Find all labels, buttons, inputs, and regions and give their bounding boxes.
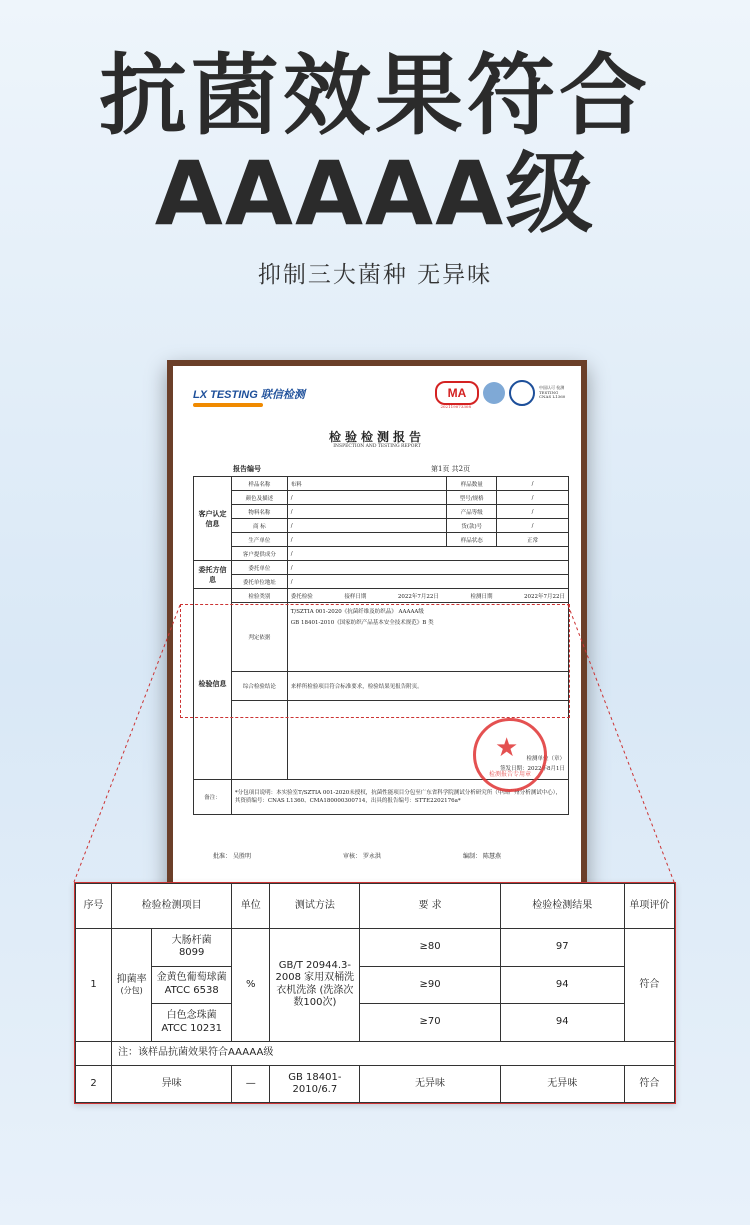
judgement-label: 判定依据	[231, 603, 287, 672]
zoomed-result-table	[74, 882, 676, 1104]
remark-label: 备注：	[194, 780, 232, 815]
row1-unit: %	[232, 928, 270, 1041]
official-stamp-icon: ★ 检测报告专用章	[473, 718, 547, 792]
headline-line1: 抗菌效果符合	[98, 44, 651, 147]
approve-signature: 批准： 吴胜明	[213, 853, 251, 860]
row2-unit: —	[232, 1066, 270, 1103]
report-title: 检验检测报告	[328, 430, 425, 444]
conclusion-text: 来样所检验项目符合标准要求，检验结果见报告附页。	[287, 672, 568, 701]
test-row: 委托检验 接样日期 2022年7月22日 检测日期 2022年7月22日	[290, 593, 565, 600]
row2-result: 无异味	[500, 1066, 624, 1103]
req-3: ≥70	[360, 1004, 500, 1042]
cnas-text: 中国认可 检测 TESTING CNAS L1360	[539, 384, 566, 400]
test-group-label: 检验信息	[194, 589, 232, 780]
provider-value: /	[287, 547, 568, 561]
table-note: 注：该样品抗菌效果符合AAAAA级	[112, 1041, 675, 1065]
row2-item: 异味	[112, 1066, 232, 1103]
req-2: ≥90	[360, 966, 500, 1004]
judgement-text-1: T/SZTIA 001-2020《抗菌纤维及纺织品》 AAAAA级	[290, 609, 424, 615]
row1-group: 抑菌率 (分包)	[112, 928, 152, 1041]
row1-no: 1	[76, 928, 112, 1041]
review-signature: 审核： 罗永洪	[343, 853, 381, 860]
edit-signature: 编制： 陈慧燕	[463, 853, 501, 860]
header-evaluation: 单项评价	[624, 884, 674, 929]
client-group-label: 客户认定信息	[194, 477, 232, 561]
result-1: 97	[500, 928, 624, 966]
ma-mark-icon: MA	[435, 381, 479, 405]
provider-label: 客户提供成分	[231, 547, 287, 561]
row2-req: 无异味	[360, 1066, 500, 1103]
row1-method: GB/T 20944.3-2008 家用双桶洗衣机洗涤 (洗涤次数100次)	[270, 928, 360, 1041]
ma-number: 202119073308	[440, 404, 471, 409]
row1-eval: 符合	[624, 928, 674, 1041]
report-title-en: INSPECTION AND TESTING REPORT	[333, 444, 421, 449]
stamp-text: 检测报告专用章	[488, 771, 531, 778]
entrust-group-label: 委托方信息	[194, 561, 232, 589]
row2-eval: 符合	[624, 1066, 674, 1103]
row2-method: GB 18401-2010/6.7	[270, 1066, 360, 1103]
headline-line2: AAAAA级	[154, 142, 596, 245]
issuer: 检测单位（章）	[526, 756, 565, 763]
header-result: 检验检测结果	[500, 884, 624, 929]
report-number-label: 报告编号	[233, 464, 261, 473]
lx-testing-logo: LX TESTING 联信检测	[193, 386, 305, 407]
report-page-info: 第1页 共2页	[431, 465, 471, 473]
judgement-text-2: GB 18401-2010《国家纺织产品基本安全技术规范》B 类	[290, 620, 434, 626]
header-item: 检验检测项目	[112, 884, 232, 929]
issue-date: 2022年8月1日	[527, 766, 565, 773]
result-2: 94	[500, 966, 624, 1004]
header-no: 序号	[76, 884, 112, 929]
row2-no: 2	[76, 1066, 112, 1103]
bacteria-2: 金黄色葡萄球菌 ATCC 6538	[152, 966, 232, 1004]
headline-subtitle: 抑制三大菌种 无异味	[257, 262, 493, 288]
result-table	[75, 883, 675, 1103]
conclusion-label: 综合检验结论	[231, 672, 287, 701]
header-requirement: 要 求	[360, 884, 500, 929]
req-1: ≥80	[360, 928, 500, 966]
header-method: 测试方法	[270, 884, 360, 929]
remark-text: *分包项目说明：本实验室T/SZTIA 001-2020未授权，抗菌性能项目分包至广东省科学院测试分析研究所（中国广州分析测试中心），其资质编号：CNAS L1360、CMA180000300714，出具的报告编号：STTE2202176a*	[231, 780, 568, 815]
bacteria-3: 白色念珠菌 ATCC 10231	[152, 1004, 232, 1042]
result-3: 94	[500, 1004, 624, 1042]
report-table: 客户认定信息 样品名称 布料 样品数量 / 颜色及描述 / 型号/规格 / 物料名称 / 产品等级 / 商 标 / 货(款)号 / 生产单位 / 样品状态 正常 客户提供成分 / 委托方信息 委托单位 / 委托单位地址 / 检验信息 检验类别 委托检验 接样日期 2022年7月22日 检测日期 2022年7月22日 判定依据 T/SZTIA 001-2020《抗菌纤维及纺织品》 AAAAA级 GB 18401-2010《国家纺织产品基本安全技术规范》B 类 综合检验结论 来样所检验项目符合标准要求，检验结果见报告附页。 检测单位（章） 签发日期：2022年8月1日 备注： *分包项目说明：本实验室T/SZTIA 001-2020未授权，抗菌性能项目分包至广东省科学院测试分析研究所（中国广州分析测试中心），其资质编号：CNAS L1360、CMA180000300714，出具的报告编号：STTE2202176a*	[193, 476, 569, 815]
bacteria-1: 大肠杆菌 8099	[152, 928, 232, 966]
header-unit: 单位	[232, 884, 270, 929]
